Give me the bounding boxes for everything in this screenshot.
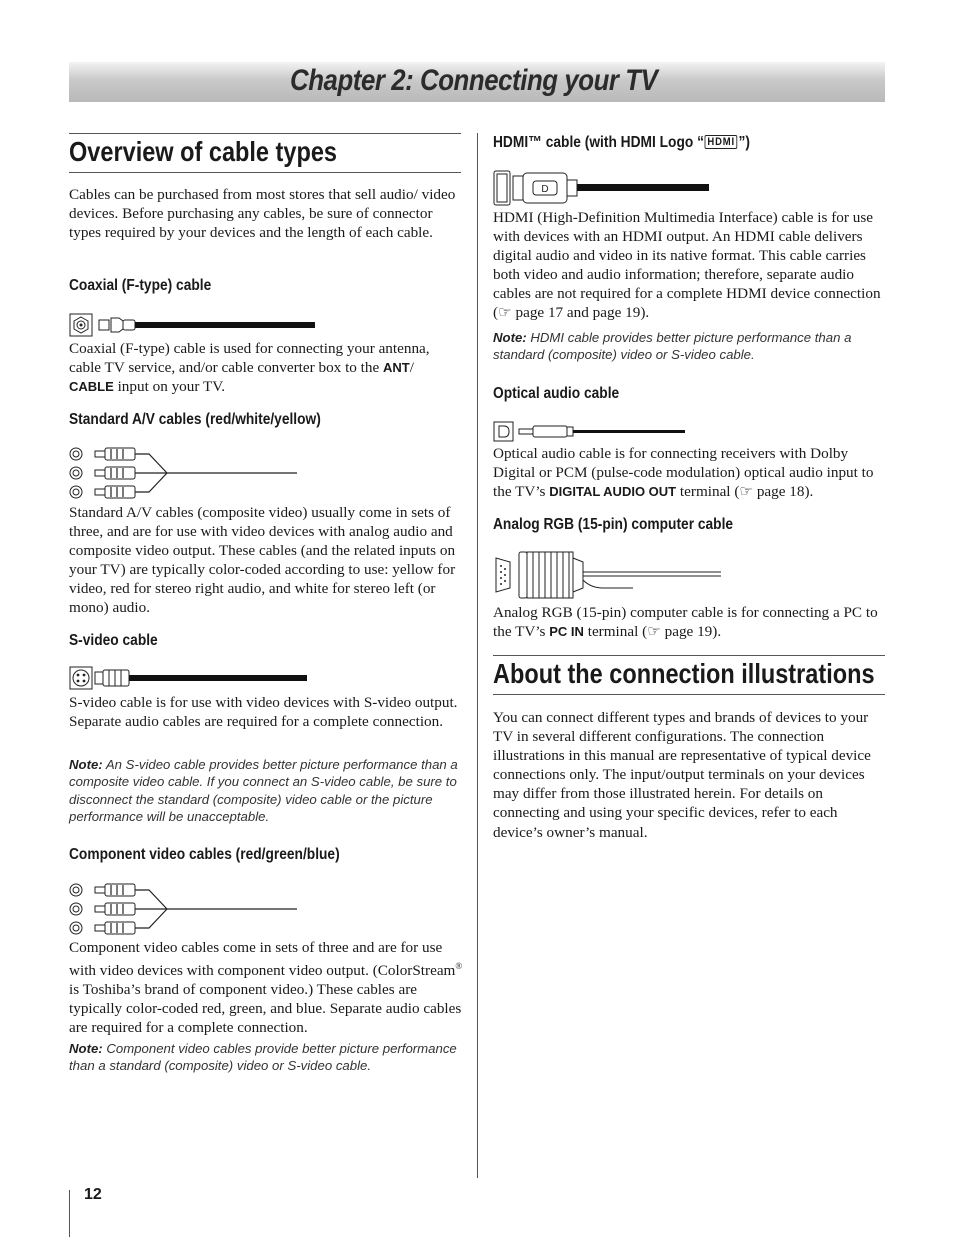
divider [493,694,885,695]
page-number: 12 [84,1186,102,1203]
hdmi-cable-illustration [493,170,713,206]
footer-rule [69,1190,70,1237]
av-cable-illustration [69,445,301,501]
about-heading: About the connection illustrations [493,658,875,689]
overview-intro: Cables can be purchased from most stores that sell audio/ video devices. Before purchasing any cables, be sure of connector types required by your devices and the length of each cable. [69,186,456,242]
optical-body: Optical audio cable is for connecting receivers with Dolby Digital or PCM (pulse-code modulation) optical audio input to the TV’s DIGITAL AUDIO OUT terminal (☞ page 18). [493,445,874,501]
divider [69,133,461,134]
pc-in-term: PC IN [549,624,584,640]
page-reference-icon: ☞ [739,483,754,501]
rgb-heading: Analog RGB (15-pin) computer cable [493,516,734,533]
hdmi-heading: HDMI™ cable (with HDMI Logo “ HDMI ”) [493,134,750,151]
svideo-note: Note: An S-video cable provides better picture performance than a composite video cable. If you connect an S-video cable, be sure to disconnect the standard (composite) video cable or the picture performance will be unacceptable. [69,757,458,824]
overview-heading: Overview of cable types [69,136,337,167]
divider [493,655,885,656]
hdmi-body: HDMI (High-Definition Multimedia Interface) cable is for use with devices with an HDMI output. An HDMI cable delivers digital audio and video in its native format. This cable carries both video and audio information; therefore, separate audio cables are not required for a complete HDMI device connection (☞ page 17 and page 19). [493,209,881,322]
component-cable-illustration [69,881,301,937]
coaxial-body: Coaxial (F-type) cable is used for connecting your antenna, cable TV service, and/or cable converter box to the ANT/ CABLE input on your TV. [69,340,430,396]
svideo-heading: S-video cable [69,632,158,649]
column-divider [477,133,478,1178]
av-body: Standard A/V cables (composite video) usually come in sets of three, and are for use with video devices with analog audio and composite video output. These cables (and the related inputs on your TV) are typically color-coded according to use: yellow for video, red for stereo right audio, and white for stereo left (or mono) audio. [69,504,456,617]
hdmi-logo: HDMI [705,135,738,149]
svideo-cable-illustration [69,666,311,690]
hdmi-note: Note: HDMI cable provides better picture performance than a standard (composite) video or S-video cable. [493,330,852,363]
component-note: Note: Component video cables provide better picture performance than a standard (composite) video or S-video cable. [69,1041,457,1074]
component-heading: Component video cables (red/green/blue) [69,846,340,863]
coaxial-cable-illustration [69,312,319,338]
av-heading: Standard A/V cables (red/white/yellow) [69,411,321,428]
svideo-body: S-video cable is for use with video devices with S-video output. Separate audio cables are required for a complete connection. [69,694,458,731]
ant-term: ANT [383,360,410,376]
optical-heading: Optical audio cable [493,385,620,402]
page-reference-icon: ☞ [647,623,661,641]
page-reference-icon: ☞ [498,304,512,322]
optical-cable-illustration [493,421,689,443]
rgb-body: Analog RGB (15-pin) computer cable is for connecting a PC to the TV’s PC IN terminal (☞ page 19). [493,604,878,641]
divider [69,172,461,173]
svg-text:D: D [541,184,549,195]
chapter-title: Chapter 2: Connecting your TV [290,64,658,97]
digital-audio-out-term: DIGITAL AUDIO OUT [549,484,677,500]
about-body: You can connect different types and brands of devices to your TV in several different configurations. The connection illustrations in this manual are representative of typical device connections only. The input/output terminals on your devices may differ from those illustrated herein. For details on connecting and using your specific devices, refer to each device’s owner’s manual. [493,709,871,841]
cable-term: CABLE [69,379,114,395]
rgb-cable-illustration [493,548,725,602]
coaxial-heading: Coaxial (F-type) cable [69,277,212,294]
component-body: Component video cables come in sets of three and are for use with video devices with component video output. (ColorStream® is Toshiba’s brand of component video.) These cables are typically color-coded red, green, and blue. Separate audio cables are required for a complete connection. [69,939,463,1037]
